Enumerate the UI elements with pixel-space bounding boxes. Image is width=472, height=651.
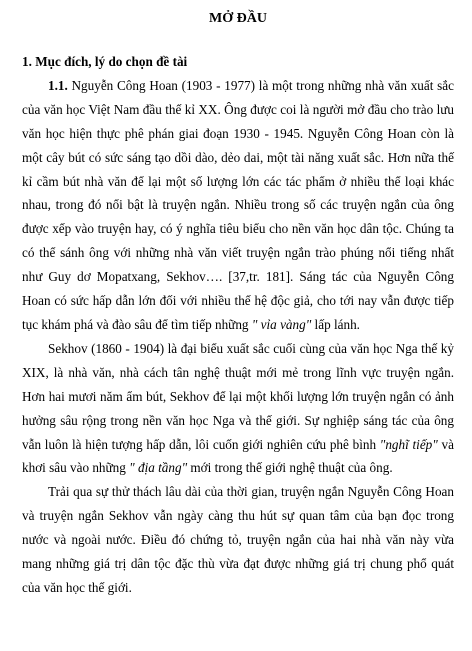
paragraph-1-text-a: Nguyễn Công Hoan (1903 - 1977) là một trong những nhà văn xuất sắc của văn học Việt Nam đầu thế kỉ XX. Ông được coi là người mở đầu cho trào lưu văn học hiện thực phê phán giai đoạn 1930 - 1945. Nguyễn Công Hoan còn là một cây bút có sức sáng tạo dồi dào, dẻo dai, một tài năng xuất sắc. Hơn nữa thế kỉ cầm bút nhà văn để lại một số lượng lớn các tác phẩm ở nhiều thể loại khác nhau, trong đó nổi bật là truyện ngắn. Nhiều trong số các truyện ngắn của ông được xếp vào truyện hay, có ý nghĩa tiêu biểu cho nền văn học dân tộc. Chúng ta có thể sánh ông với những nhà văn viết truyện ngắn trào phúng nổi tiếng nhất như Guy dơ Mopatxang, Sekhov…. [37,tr. 181]. Sáng tác của Nguyễn Công Hoan có sức hấp dẫn lớn đối với nhiều thế hệ độc giả, cho tới nay vẫn được tiếp tục khám phá và đào sâu để tìm tiếp những — [22, 77, 454, 332]
paragraph-2-text-a: Sekhov (1860 - 1904) là đại biểu xuất sắc cuối cùng của văn học Nga thế kỷ XIX, là nhà văn, nhà cách tân nghệ thuật mới mẻ trong lĩnh vực truyện ngắn. Hơn hai mươi năm ẩm bút, Sekhov để lại một khối lượng lớn truyện ngắn có ảnh hưởng sâu rộng trong nền văn học Nga và thế giới. Sự nghiệp sáng tác của ông vẫn luôn là hiện tượng hấp dẫn, lôi cuốn giới nghiên cứu phê bình — [22, 340, 454, 452]
italic-quote-dia-tang: " địa tầng" — [129, 460, 188, 476]
section-heading: 1. Mục đích, lý do chọn đề tài — [22, 54, 188, 69]
paragraph-2-text-b: và khơi sâu vào những — [22, 436, 454, 476]
document-title: MỞ ĐẦU — [209, 11, 267, 26]
paragraph-3: Trải qua sự thử thách lâu dài của thời gian, truyện ngắn Nguyễn Công Hoan và truyện ngắn Sekhov vẫn ngày càng thu hút sự quan tâm của bạn đọc trong nước và ngoài nước. Điều đó chứng tỏ, truyện ngắn của hai nhà văn này vừa mang những giá trị dân tộc đặc thù vừa đạt được những giá trị chung phổ quát của văn học thế giới. — [22, 484, 454, 595]
paragraph-2-text-c: mới trong thế giới nghệ thuật của ông. — [187, 460, 393, 476]
paragraph-number: 1.1. — [48, 77, 68, 93]
paragraph-1-text-b: lấp lánh. — [311, 316, 360, 332]
paragraph-2 — [22, 337, 454, 480]
italic-quote-nghi-tiep: "nghĩ tiếp" — [379, 436, 438, 452]
paragraph-1 — [22, 74, 454, 337]
italic-quote-via-vang: " vỉa vàng" — [251, 316, 312, 332]
